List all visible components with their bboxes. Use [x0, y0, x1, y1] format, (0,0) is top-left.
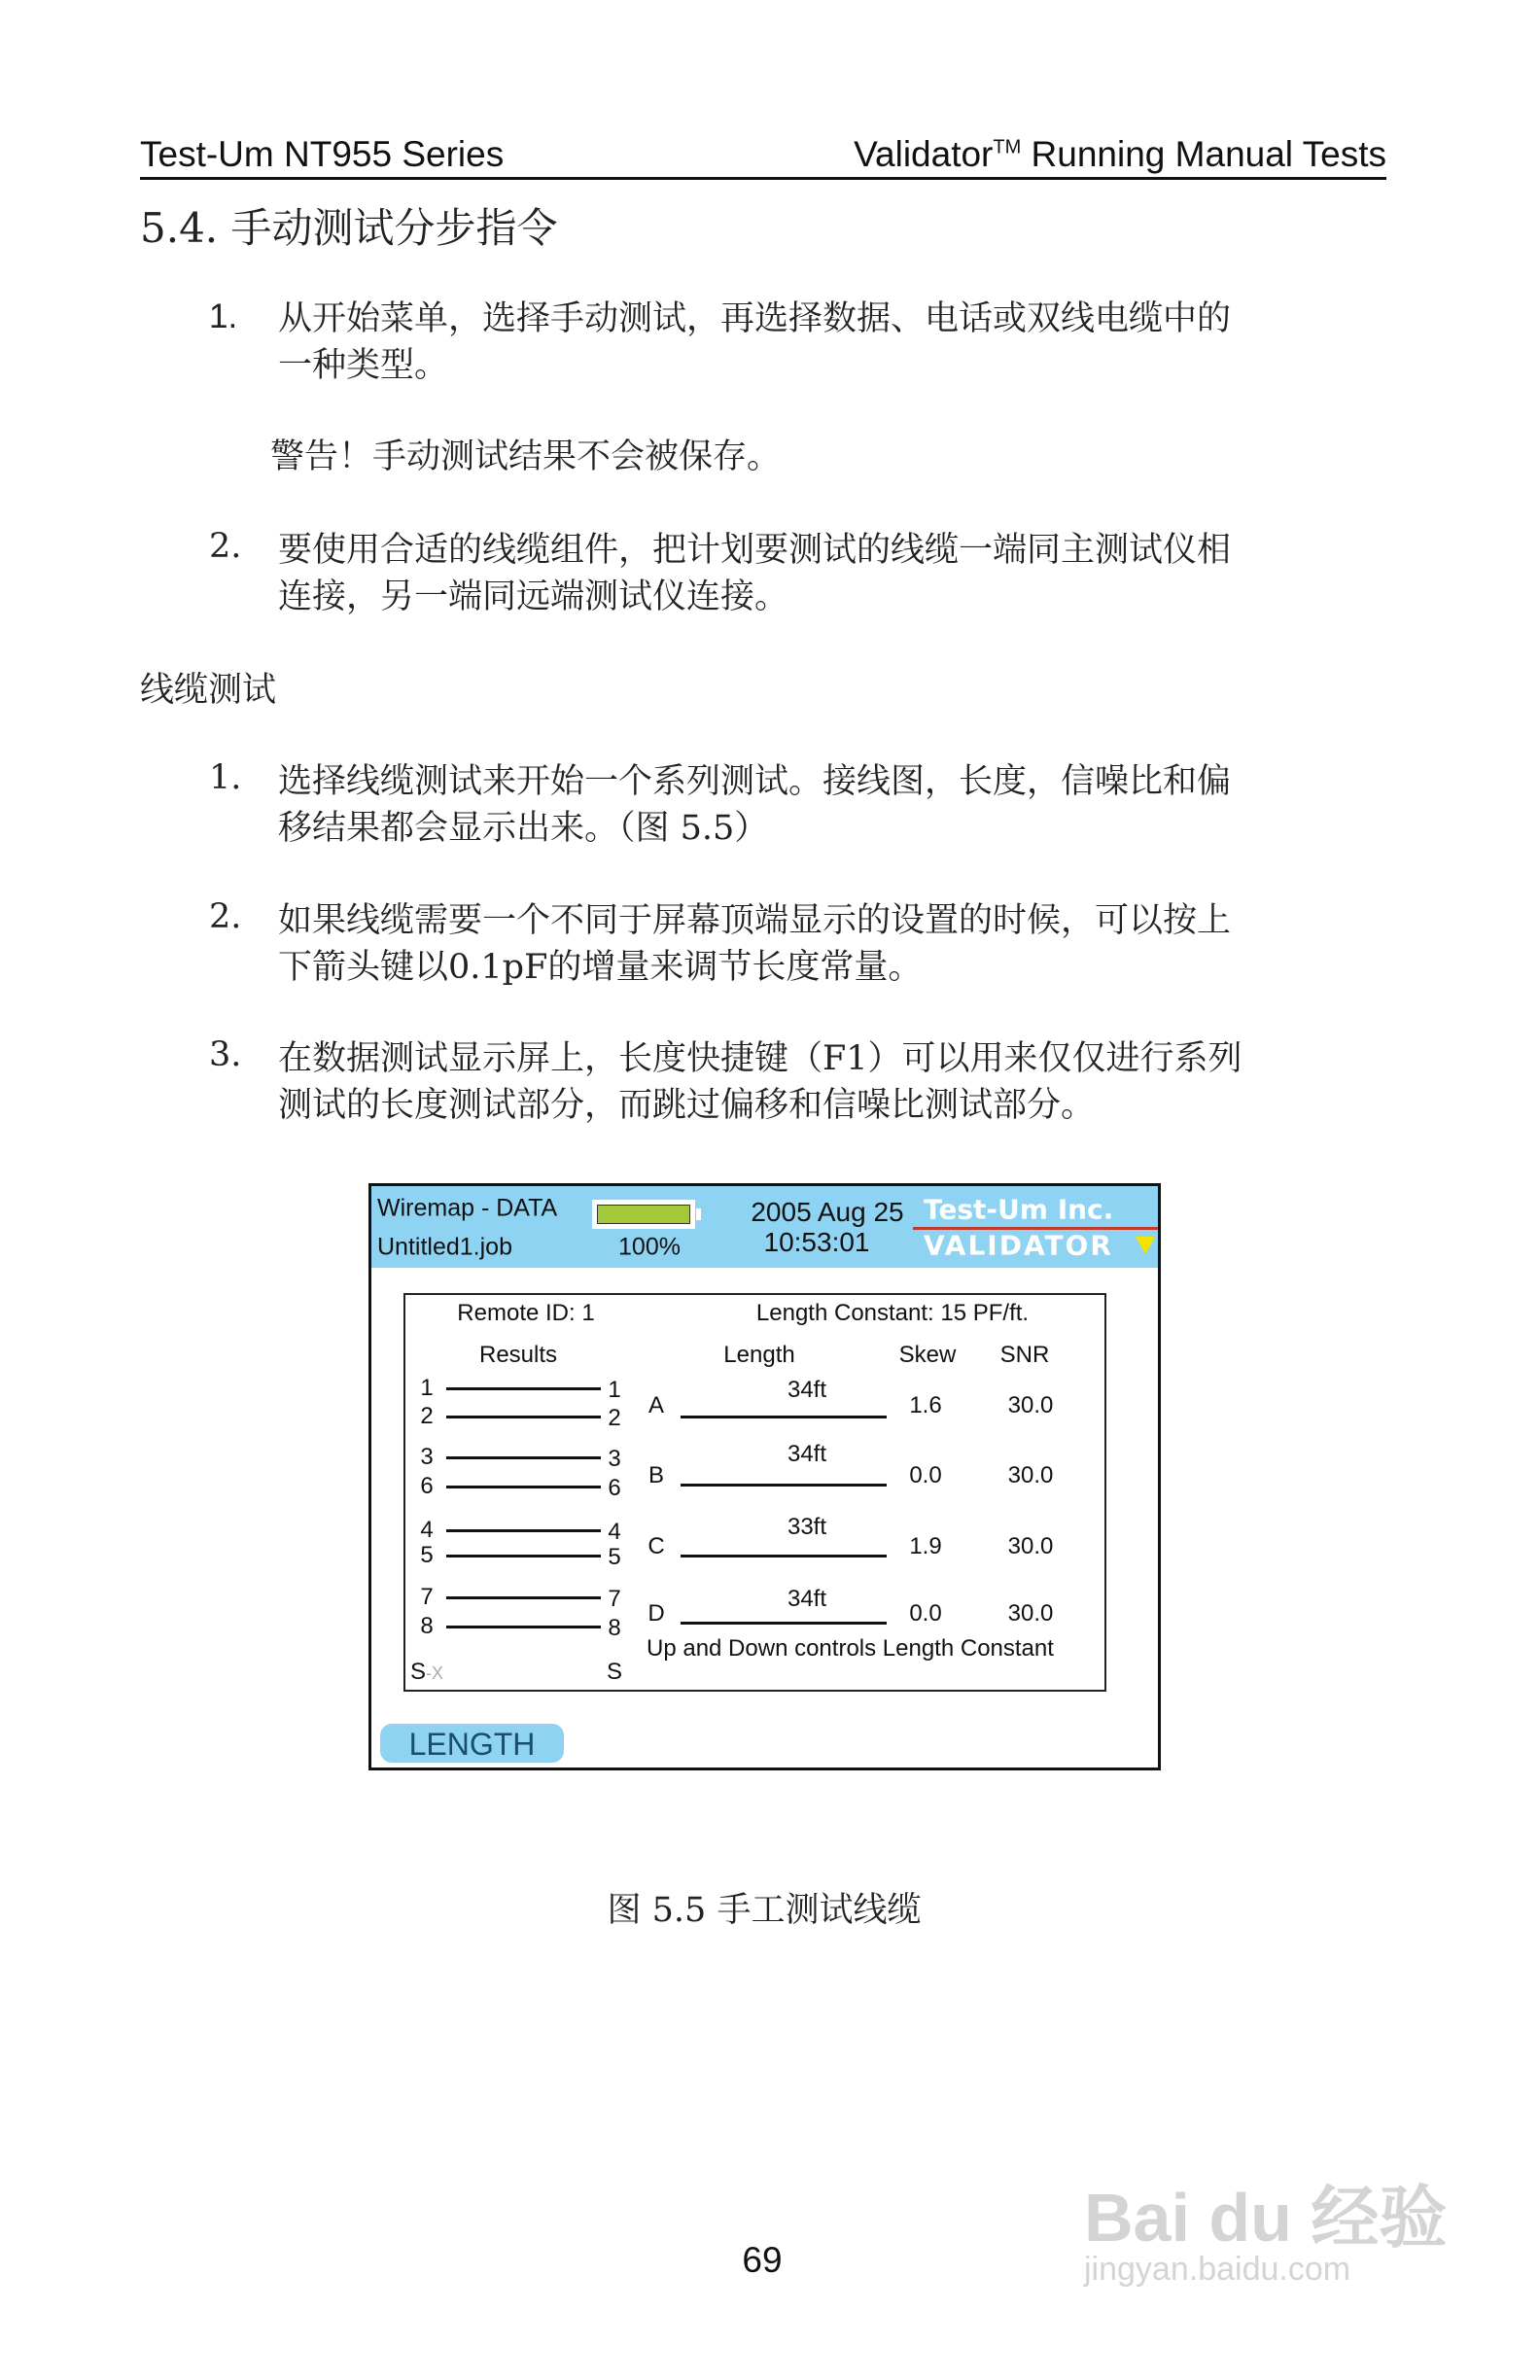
shield-right: S	[606, 1659, 623, 1685]
baidu-watermark-logo: Bai du 经验	[1084, 2180, 1448, 2256]
header-right-suffix: Running Manual Tests	[1021, 134, 1386, 174]
step-number: 1.	[209, 758, 242, 797]
pair-letter: A	[648, 1392, 665, 1418]
wire-number-left: 3	[420, 1444, 434, 1470]
brand-logo: Test-Um Inc.	[924, 1193, 1114, 1226]
shield-left	[410, 1659, 443, 1686]
job-label: Untitled1.job	[377, 1233, 512, 1261]
wire-line	[446, 1596, 601, 1599]
step-text	[278, 1035, 1242, 1129]
battery-percent: 100%	[618, 1233, 681, 1261]
validator-screen	[368, 1183, 1161, 1770]
length-constant: Length Constant: 15 PF/ft.	[755, 1300, 1030, 1326]
pair-snr: 30.0	[1007, 1462, 1054, 1488]
wire-number-left: 2	[420, 1403, 434, 1429]
pair-snr: 30.0	[1007, 1392, 1054, 1418]
wire-number-left: 5	[420, 1542, 434, 1568]
step-text	[278, 296, 1231, 389]
line: 要使用合适的线缆组件，把计划要测试的线缆一端同主测试仪相	[278, 531, 1232, 570]
pair-skew: 0.0	[909, 1462, 942, 1488]
shield-status: -X	[426, 1663, 444, 1683]
pair-snr: 30.0	[1007, 1600, 1054, 1627]
date-label: 2005 Aug 25	[751, 1197, 904, 1227]
hint-text: Up and Down controls Length Constant	[647, 1635, 1054, 1662]
pair-line	[681, 1484, 887, 1487]
line: 一种类型。	[278, 346, 449, 385]
warning-text: 警告！手动测试结果不会被保存。	[270, 438, 782, 476]
pair-skew: 1.9	[909, 1533, 942, 1559]
page-number: 69	[742, 2240, 783, 2280]
pair-skew: 1.6	[909, 1392, 942, 1418]
results-header: Results	[478, 1342, 558, 1368]
wire-number-right: 5	[608, 1544, 621, 1570]
pair-letter: C	[648, 1533, 665, 1559]
wire-number-left: 1	[420, 1375, 434, 1401]
pair-line	[681, 1416, 887, 1418]
subsection-title: 线缆测试	[140, 671, 277, 710]
header-rule	[140, 177, 1386, 180]
line: 移结果都会显示出来。（图 5.5）	[278, 809, 769, 848]
time-label: 10:53:01	[763, 1227, 870, 1257]
pair-length: 34ft	[787, 1377, 827, 1403]
pair-length: 34ft	[787, 1441, 827, 1467]
wire-line	[446, 1456, 601, 1459]
line: 从开始菜单，选择手动测试，再选择数据、电话或双线电缆中的	[278, 299, 1232, 338]
step-number: 3.	[209, 1035, 242, 1074]
wire-number-left: 4	[420, 1517, 434, 1543]
baidu-watermark-url: jingyan.baidu.com	[1084, 2251, 1351, 2288]
line: 测试的长度测试部分，而跳过偏移和信噪比测试部分。	[278, 1086, 1096, 1125]
wire-number-right: 6	[608, 1475, 621, 1501]
pair-letter: D	[648, 1600, 665, 1627]
section-title: 5.4. 手动测试分步指令	[140, 204, 558, 252]
dropdown-triangle-icon[interactable]	[1136, 1237, 1155, 1254]
wire-number-right: 1	[608, 1377, 621, 1403]
product-logo: VALIDATOR	[924, 1229, 1113, 1262]
snr-header: SNR	[999, 1342, 1050, 1368]
line: 连接，另一端同远端测试仪连接。	[278, 578, 789, 616]
remote-id: Remote ID: 1	[457, 1300, 595, 1326]
results-panel	[403, 1293, 1106, 1692]
pair-snr: 30.0	[1007, 1533, 1054, 1559]
length-softkey-button[interactable]: LENGTH	[380, 1724, 564, 1763]
wire-number-left: 6	[420, 1473, 434, 1499]
battery-icon	[592, 1200, 695, 1229]
line: 如果线缆需要一个不同于屏幕顶端显示的设置的时候，可以按上	[278, 901, 1232, 940]
wire-line	[446, 1387, 601, 1390]
wire-number-right: 3	[608, 1446, 621, 1472]
shield-label: S	[409, 1659, 427, 1685]
wire-line	[446, 1626, 601, 1628]
wire-number-right: 2	[608, 1405, 621, 1431]
wire-number-right: 8	[608, 1615, 621, 1641]
pair-letter: B	[648, 1462, 665, 1488]
length-header: Length	[723, 1342, 795, 1368]
line: 下箭头键以0.1pF的增量来调节长度常量。	[278, 948, 923, 987]
step-text	[278, 897, 1231, 991]
header-right-prefix: Validator	[854, 134, 994, 174]
pair-length: 33ft	[787, 1514, 827, 1540]
step-text	[278, 527, 1231, 620]
wire-number-right: 7	[608, 1586, 621, 1612]
wire-line	[446, 1529, 601, 1532]
line: 选择线缆测试来开始一个系列测试。接线图，长度，信噪比和偏	[278, 762, 1232, 801]
pair-skew: 0.0	[909, 1600, 942, 1627]
wire-line	[446, 1555, 601, 1558]
trademark: TM	[993, 136, 1022, 158]
skew-header: Skew	[898, 1342, 957, 1368]
screen-header	[371, 1186, 1158, 1268]
step-text	[278, 758, 1231, 852]
pair-length: 34ft	[787, 1586, 827, 1612]
header-right	[854, 134, 1386, 175]
wire-number-left: 7	[420, 1584, 434, 1610]
wire-number-left: 8	[420, 1613, 434, 1639]
mode-label: Wiremap - DATA	[377, 1194, 558, 1222]
header-left: Test-Um NT955 Series	[140, 134, 505, 174]
step-number: 1.	[209, 298, 238, 335]
line: 在数据测试显示屏上，长度快捷键（F1）可以用来仅仅进行系列	[278, 1039, 1242, 1078]
wire-line	[446, 1486, 601, 1488]
step-number: 2.	[209, 897, 242, 936]
pair-line	[681, 1622, 887, 1625]
figure-caption: 图 5.5 手工测试线缆	[607, 1891, 922, 1930]
wire-line	[446, 1416, 601, 1418]
step-number: 2.	[209, 527, 242, 566]
pair-line	[681, 1555, 887, 1558]
wire-number-right: 4	[608, 1519, 621, 1545]
